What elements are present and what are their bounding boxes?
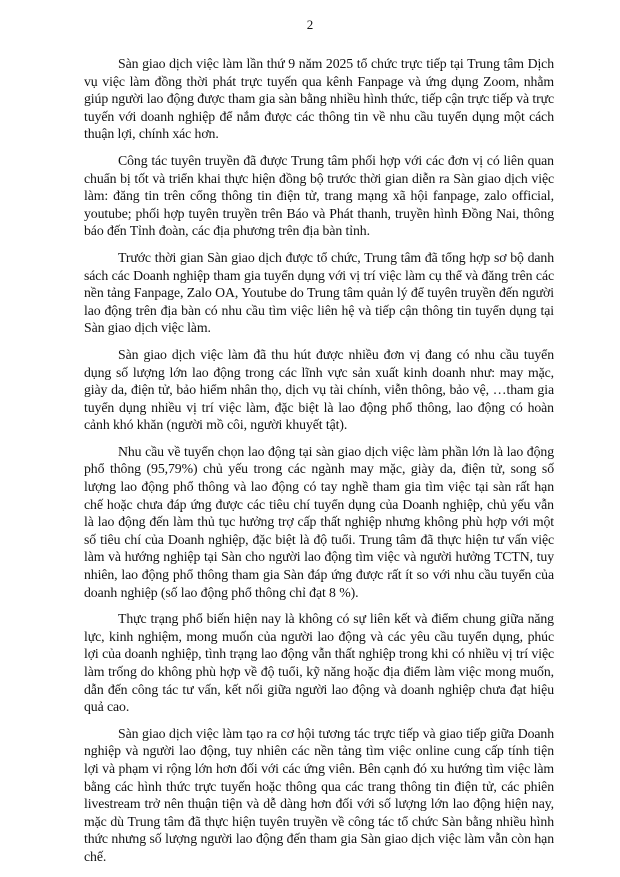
- document-body: [84, 55, 554, 875]
- paragraph-4: Sàn giao dịch việc làm đã thu hút được nhiều đơn vị đang có nhu cầu tuyển dụng số lượng lớn lao động trong các lĩnh vực sản xuất kinh doanh như: may mặc, giày da, điện tử, bảo hiểm nhân thọ, dịch vụ tài chính, viễn thông, bảo vệ, …tham gia tuyển dụng nhiều vị trí việc làm, đặc biệt là lao động phổ thông, lao động có hoàn cảnh khó khăn (người mồ côi, người khuyết tật).: [84, 346, 554, 433]
- paragraph-5: Nhu cầu về tuyển chọn lao động tại sàn giao dịch việc làm phần lớn là lao động phổ thông (95,79%) chủ yếu trong các ngành may mặc, giày da, điện tử, song số lượng lao động phổ thông và lao động có tay nghề tham gia tìm việc tại sàn rất hạn chế hoặc chưa đáp ứng được các tiêu chí tuyển dụng của Doanh nghiệp, chủ yếu vẫn là lao động đến làm thủ tục hưởng trợ cấp thất nghiệp nhưng không phù hợp với một số tiêu chí của Doanh nghiệp, đặc biệt là độ tuổi. Trung tâm đã thực hiện tư vấn việc làm và hướng nghiệp tại Sàn cho người lao động tìm việc và người hưởng TCTN, tuy nhiên, lao động phổ thông tham gia Sàn đáp ứng được rất ít so với nhu cầu tuyển của doanh nghiệp (số lao động phổ thông chỉ đạt 8 %).: [84, 443, 554, 600]
- paragraph-6: Thực trạng phổ biến hiện nay là không có sự liên kết và điểm chung giữa năng lực, kinh nghiệm, mong muốn của người lao động và các yêu cầu tuyển dụng, phúc lợi của doanh nghiệp, tình trạng lao động vẫn thất nghiệp trong khi có nhiều vị trí việc làm trống do không phù hợp về độ tuổi, kỹ năng hoặc địa điểm làm việc mong muốn, dẫn đến công tác tư vấn, kết nối giữa người lao động và doanh nghiệp chưa đạt hiệu quả cao.: [84, 611, 554, 715]
- page-number: 2: [306, 17, 314, 32]
- paragraph-1: Sàn giao dịch việc làm lần thứ 9 năm 2025 tổ chức trực tiếp tại Trung tâm Dịch vụ việc làm đồng thời phát trực tuyến qua kênh Fanpage và ứng dụng Zoom, nhằm giúp người lao động được tham gia sàn bằng nhiều hình thức, tiếp cận trực tiếp và trực tuyến với doanh nghiệp để nắm được các thông tin về nhu cầu tuyển dụng một cách thuận lợi, chính xác hơn.: [84, 56, 554, 142]
- paragraph-7: Sàn giao dịch việc làm tạo ra cơ hội tương tác trực tiếp và giao tiếp giữa Doanh nghiệp và người lao động, tuy nhiên các nền tảng tìm việc online cung cấp tính tiện lợi và phạm vi rộng lớn hơn đối với các ứng viên. Bên cạnh đó xu hướng tìm việc làm bằng các hình thức trực tuyến hoặc thông qua các trang thông tin điện tử, các phiên livestream trở nên thuận tiện và dễ dàng hơn đối với số lượng lớn lao động hiện nay, mặc dù Trung tâm đã thực hiện tuyên truyền về công tác tổ chức Sàn bằng nhiều hình thức nhưng số lượng người lao động đến tham gia Sàn giao dịch việc làm vẫn còn hạn chế.: [84, 725, 554, 864]
- paragraph-3: Trước thời gian Sàn giao dịch được tổ chức, Trung tâm đã tổng hợp sơ bộ danh sách các Doanh nghiệp tham gia tuyển dụng với vị trí việc làm cụ thể và đăng trên các nền tảng Fanpage, Zalo OA, Youtube do Trung tâm quản lý để tuyên truyền đến người lao động trên địa bàn có nhu cầu tìm việc liên hệ và tiếp cận thông tin tuyển dụng tại Sàn giao dịch việc làm.: [84, 249, 554, 336]
- paragraph-2: Công tác tuyên truyền đã được Trung tâm phối hợp với các đơn vị có liên quan chuẩn bị tốt và triển khai thực hiện đồng bộ trước thời gian diễn ra Sàn giao dịch việc làm: đăng tin trên cổng thông tin điện tử, trang mạng xã hội fanpage, zalo official, youtube; phối hợp tuyên truyền trên Báo và Phát thanh, truyền hình Đồng Nai, thông báo đến Tỉnh đoàn, các địa phương trên địa bàn tỉnh.: [84, 152, 554, 239]
